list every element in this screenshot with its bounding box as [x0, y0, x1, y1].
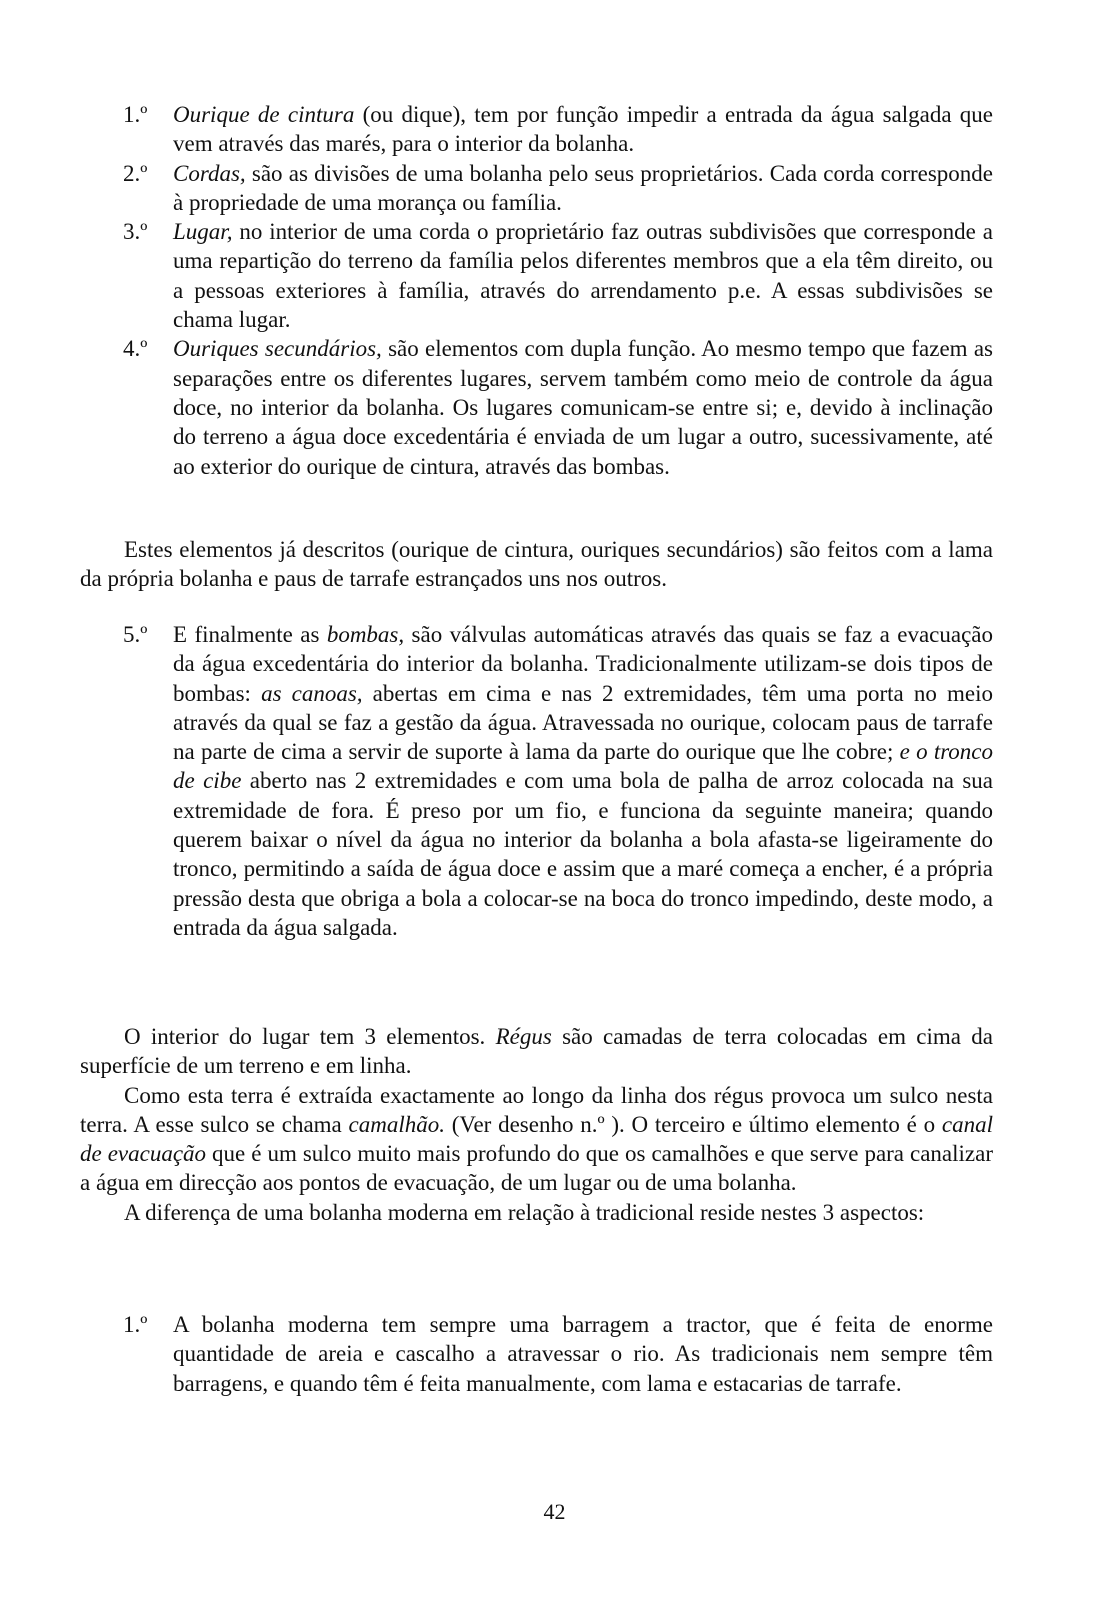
paragraph-camalhao — [80, 1081, 993, 1198]
list-item-4 — [123, 334, 993, 480]
list-item-3 — [123, 217, 993, 334]
item-term: canal de evacuação — [80, 1111, 993, 1167]
item-number: 1.º — [123, 1312, 148, 1337]
item-text: aberto nas 2 extremidades e com uma bola de palha de arroz colocada na sua extremidade de fora. É preso por um fio, e funciona da seguinte maneira; quando querem baixar o nível da água no interior da bolanha a bola afasta-se ligeiramente do tronco, permitindo a saída de água doce e assim que a maré começa a encher, é a própria pressão desta que obriga a bola a colocar-se na boca do tronco impedindo, deste modo, a entrada da água salgada. — [173, 768, 994, 940]
item-text: A bolanha moderna tem sempre uma barragem a tractor, que é feita de enorme quantidade de areia e cascalho a atravessar o rio. As tradicionais nem sempre têm barragens, e quando têm é feita manualmente, com lama e estacarias de tarrafe. — [173, 1312, 993, 1396]
item-term: Ourique de cintura — [173, 102, 355, 127]
paragraph-text: são camadas de terra colocadas em cima da superfície de um terreno e em linha. — [80, 1024, 993, 1079]
item-number: 5.º — [123, 622, 148, 647]
list-item-5 — [123, 620, 993, 942]
item-text: são as divisões de uma bolanha pelo seus proprietários. Cada corda corresponde à propriedade de uma morança ou família. — [173, 160, 993, 215]
paragraph-regus — [80, 1022, 993, 1081]
item-term: Régus — [495, 1024, 552, 1049]
item-number: 2.º — [123, 160, 148, 186]
item-text: (ou dique), tem por função impedir a entrada da água salgada que vem através das marés, para o interior da bolanha. — [173, 102, 993, 157]
item-text: são elementos com dupla função. Ao mesmo tempo que fazem as separações entre os diferentes lugares, servem também como meio de controle da água doce, no interior da bolanha. Os lugares comunicam-se entre si; e, devido à inclinação do terreno a água doce excedentária é enviada de um lugar a outro, sucessivamente, até ao exterior do ourique de cintura, através das bombas. — [173, 336, 993, 479]
item-text: no interior de uma corda o proprietário faz outras subdivisões que corresponde a uma repartição do terreno da família pelos diferentes membros que a ela têm direito, ou a pessoas exteriores à família, através do arrendamento p.e. A essas subdivisões se chama lugar. — [173, 219, 993, 333]
item-term: Lugar, — [173, 219, 233, 245]
list-item-modern-1 — [123, 1310, 993, 1398]
paragraph-text: Como esta terra é extraída exactamente ao longo da linha dos régus provoca um sulco nesta terra. A esse sulco se chama — [80, 1082, 993, 1137]
item-term: camalhão. — [348, 1111, 445, 1137]
list-item-5-body — [123, 620, 993, 942]
definition-list — [123, 100, 993, 481]
paragraph-text: Estes elementos já descritos (ourique de cintura, ouriques secundários) são feitos com a lama da própria bolanha e paus de tarrafe estrançados uns nos outros. — [80, 537, 993, 592]
item-text: são válvulas automáticas através das quais se faz a evacuação da água excedentária do interior da bolanha. Tradicionalmente utilizam-se dois tipos de bombas: — [173, 622, 993, 706]
item-term: Ouriques secundários, — [173, 336, 382, 362]
paragraph-text: que é um sulco muito mais profundo do que os camalhões e que serve para canalizar a água em direcção aos pontos de evacuação, de um lugar ou de uma bolanha. — [80, 1141, 993, 1196]
paragraph-elements — [80, 535, 993, 594]
item-term: Cordas, — [173, 160, 246, 186]
list-item-1 — [123, 100, 993, 159]
item-text: E finalmente as — [173, 622, 327, 647]
paragraph-group-lugar — [80, 1022, 993, 1227]
page-number: 42 — [543, 1499, 566, 1524]
paragraph-text: (Ver desenho n.º ). O terceiro e último elemento é o — [444, 1111, 942, 1137]
list-item-modern-1-body — [123, 1310, 993, 1398]
item-number: 1.º — [123, 102, 148, 127]
item-text: abertas em cima e nas 2 extremidades, têm uma porta no meio através da qual se faz a gestão da água. Atravessada no ourique, colocam paus de tarrafe na parte de cima a servir de suporte à lama da parte do ourique que lhe cobre; — [173, 680, 993, 765]
list-item-2 — [123, 159, 993, 218]
item-number: 3.º — [123, 219, 148, 245]
paragraph-text: O interior do lugar tem 3 elementos. — [124, 1024, 496, 1049]
item-term: bombas, — [326, 622, 405, 647]
item-term: e o tronco de cibe — [173, 739, 994, 794]
item-number: 4.º — [123, 336, 148, 362]
item-term: as canoas, — [261, 680, 363, 706]
paragraph-diferenca: A diferença de uma bolanha moderna em relação à tradicional reside nestes 3 aspectos: — [124, 1199, 925, 1225]
